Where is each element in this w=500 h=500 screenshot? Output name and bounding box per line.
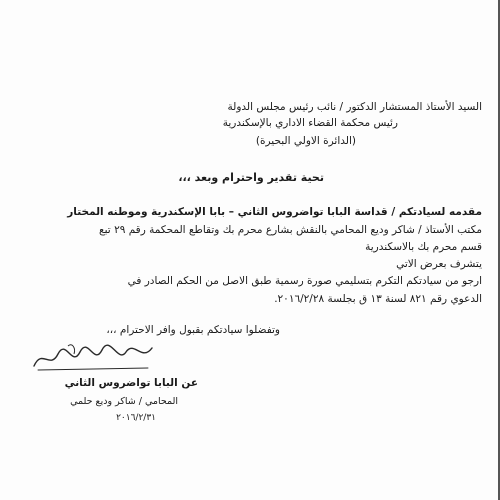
addressee-line-2: رئيس محكمة القضاء الاداري بالإسكندرية (222, 117, 398, 129)
on-behalf-line: عن البابا تواضروس الثاني (64, 377, 198, 389)
addressee-line-1: السيد الأستاذ المستشار الدكتور / نائب رئيس مجلس الدولة (227, 101, 482, 113)
closing: وتفضلوا سيادتكم بقبول وافر الاحترام ،،، (106, 324, 280, 336)
body-line-3: قسم محرم بك بالاسكندرية (365, 241, 482, 253)
body-line-1-text: مقدمه لسيادتكم / قداسة البابا تواضروس الثاني – بابا الإسكندرية وموطنه المختار (67, 206, 482, 218)
body-line-2: مكتب الأستاذ / شاكر وديع المحامي بالنقش بشارع محرم بك وتقاطع المحكمة رقم ٢٩ تبع (99, 224, 482, 236)
signature-date: ٢٠١٦/٢/٣١ (116, 413, 156, 423)
lawyer-line: المحامي / شاكر وديع حلمي (70, 396, 178, 407)
greeting: تحية تقدير واحترام وبعد ،،، (178, 171, 324, 184)
body-line-6: الدعوي رقم ٨٢١ لسنة ١٣ ق بجلسة ٢٠١٦/٢/٢٨. (274, 293, 482, 305)
body-line-4: يتشرف بعرض الاتي (396, 258, 482, 270)
body-line-1 (67, 206, 482, 219)
addressee-line-3: (الدائرة الاولي البحيرة) (255, 135, 356, 147)
handwritten-signature (28, 340, 158, 374)
body-line-5: ارجو من سيادتكم التكرم بتسليمي صورة رسمية طبق الاصل من الحكم الصادر في (127, 275, 482, 287)
